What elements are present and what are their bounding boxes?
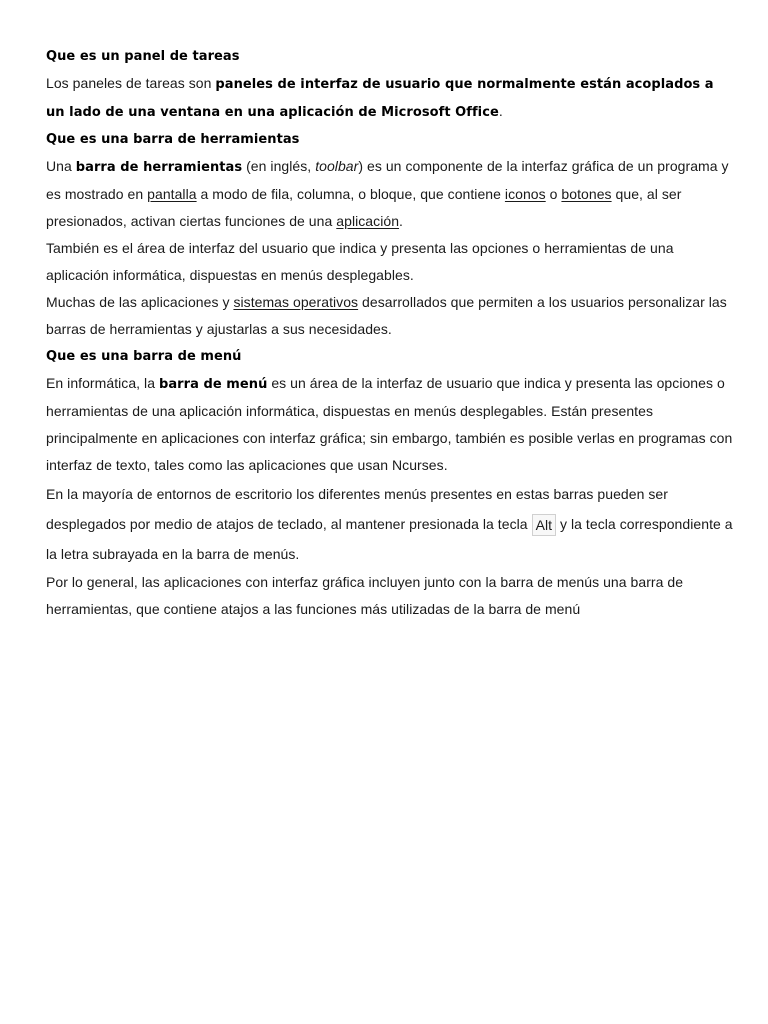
text-run: Muchas de las aplicaciones y <box>46 294 234 310</box>
paragraph-panel-de-tareas <box>46 70 736 126</box>
heading-barra-de-herramientas: Que es una barra de herramientas <box>46 132 300 147</box>
link-iconos[interactable]: iconos <box>504 186 546 202</box>
link-pantalla[interactable]: pantalla <box>147 186 197 202</box>
paragraph-area-de-interfaz: También es el área de interfaz del usuario que indica y presenta las opciones o herramientas de una aplicación informática, dispuestas en menús desplegables. <box>46 240 674 283</box>
text-run: En la mayoría de entornos de escritorio los diferentes menús presentes en estas barras pueden ser desplegados por medio de atajos de teclado, al mantener presionada la tecla <box>46 486 668 532</box>
paragraph-personalizar <box>46 289 736 343</box>
bold-run: paneles de interfaz de usuario que normalmente están acoplados a un lado de una ventana en una aplicación de Microsoft Office <box>46 77 714 120</box>
alt-key: Alt <box>532 514 557 536</box>
italic-run: toolbar <box>315 158 359 174</box>
text-run: ) es un componente de la interfaz gráfica de un programa y es mostrado en <box>46 158 729 202</box>
text-run: (en inglés, <box>242 158 316 174</box>
text-run: . <box>399 213 403 229</box>
paragraph-barra-de-menu <box>46 370 736 479</box>
paragraph-barra-de-herramientas <box>46 153 736 235</box>
link-botones[interactable]: botones <box>561 186 612 202</box>
text-run: . <box>498 103 503 119</box>
paragraph-por-lo-general: Por lo general, las aplicaciones con interfaz gráfica incluyen junto con la barra de menús una barra de herramientas, que contiene atajos a las funciones más utilizadas de la barra de menú <box>46 574 684 618</box>
paragraph-atajos-de-teclado <box>46 479 736 569</box>
link-sistemas-operativos[interactable]: sistemas operativos <box>233 294 359 310</box>
document-page <box>46 43 736 623</box>
heading-panel-de-tareas: Que es un panel de tareas <box>46 49 240 64</box>
text-run: que, al ser presionados, activan ciertas funciones de una <box>46 186 682 229</box>
text-run: En informática, la <box>46 375 159 391</box>
text-run: desarrollados que permiten a los usuarios personalizar las barras de herramientas y ajustarlas a sus necesidades. <box>46 294 727 337</box>
text-run: es un área de la interfaz de usuario que indica y presenta las opciones o herramientas de una aplicación informática, dispuestas en menús desplegables. Están presentes principalmente en aplicaciones con interfaz gráfica; sin embargo, también es posible verlas en programas con interfaz de texto, tales como las aplicaciones que usan Ncurses. <box>46 375 733 473</box>
text-run: o <box>545 186 562 202</box>
heading-barra-de-menu: Que es una barra de menú <box>46 349 242 364</box>
text-run: Una <box>46 158 76 174</box>
text-run: y la tecla correspondiente a la letra subrayada en la barra de menús. <box>46 516 733 563</box>
link-aplicacion[interactable]: aplicación <box>336 213 400 229</box>
bold-run: barra de menú <box>159 377 268 392</box>
text-run: a modo de fila, columna, o bloque, que contiene <box>196 186 505 202</box>
text-run: Los paneles de tareas son <box>46 75 216 91</box>
bold-run: barra de herramientas <box>75 160 243 175</box>
